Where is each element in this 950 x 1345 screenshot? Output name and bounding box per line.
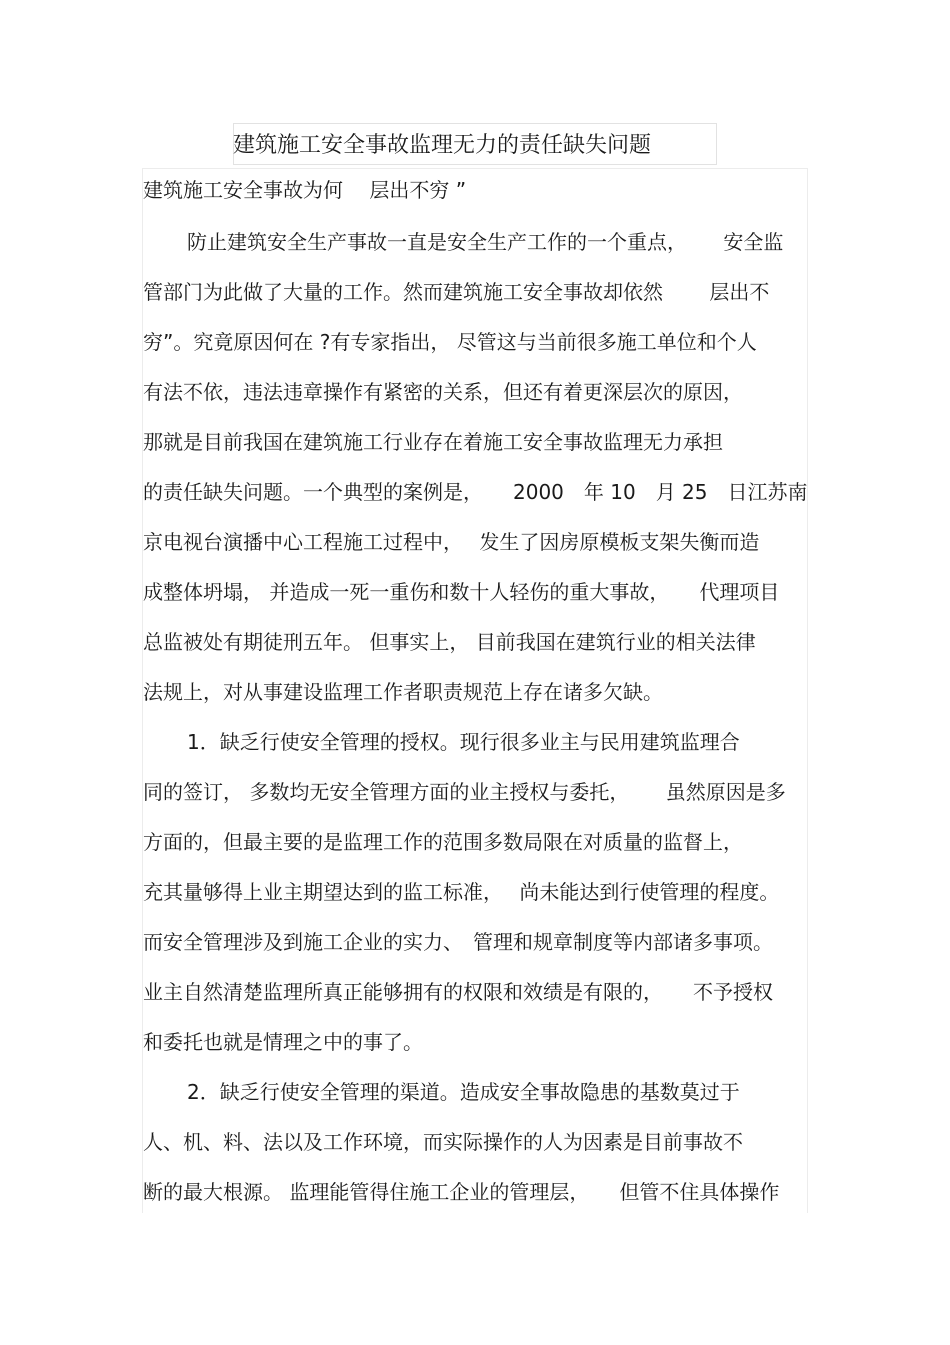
paragraph-line: 充其量够得上业主期望达到的监工标准， 尚未能达到行使管理的程度。 (143, 880, 780, 904)
paragraph-line: 1．缺乏行使安全管理的授权。现行很多业主与民用建筑监理合 (187, 730, 740, 754)
paragraph-line: 2．缺乏行使安全管理的渠道。造成安全事故隐患的基数莫过于 (187, 1080, 740, 1104)
paragraph-line: 穷”。究竟原因何在 ?有专家指出， 尽管这与当前很多施工单位和个人 (143, 330, 757, 354)
paragraph-line: 同的签订， 多数均无安全管理方面的业主授权与委托， 虽然原因是多 (143, 780, 786, 804)
paragraph-line: 业主自然清楚监理所真正能够拥有的权限和效绩是有限的， 不予授权 (143, 980, 773, 1004)
paragraph-line: 法规上，对从事建设监理工作者职责规范上存在诸多欠缺。 (143, 680, 663, 704)
paragraph-line: 方面的，但最主要的是监理工作的范围多数局限在对质量的监督上， (143, 830, 743, 854)
paragraph-line: 人、机、料、法以及工作环境，而实际操作的人为因素是目前事故不 (143, 1130, 743, 1154)
paragraph-line: 那就是目前我国在建筑施工行业存在着施工安全事故监理无力承担 (143, 430, 723, 454)
paragraph-line: 成整体坍塌， 并造成一死一重伤和数十人轻伤的重大事故， 代理项目 (143, 580, 780, 604)
paragraph-line: 京电视台演播中心工程施工过程中， 发生了因房原模板支架失衡而造 (143, 530, 760, 554)
paragraph-line: 有法不依，违法违章操作有紧密的关系，但还有着更深层次的原因， (143, 380, 743, 404)
paragraph-line: 而安全管理涉及到施工企业的实力、 管理和规章制度等内部诸多事项。 (143, 930, 773, 954)
paragraph-line: 防止建筑安全生产事故一直是安全生产工作的一个重点， 安全监 (187, 230, 784, 254)
subtitle-line: 建筑施工安全事故为何 层出不穷 ” (143, 178, 467, 202)
paragraph-line: 和委托也就是情理之中的事了。 (143, 1030, 423, 1054)
paragraph-line: 的责任缺失问题。一个典型的案例是， 2000 年 10 月 25 日江苏南 (143, 480, 808, 504)
document-title: 建筑施工安全事故监理无力的责任缺失问题 (233, 133, 652, 158)
paragraph-line: 断的最大根源。 监理能管得住施工企业的管理层， 但管不住具体操作 (143, 1180, 780, 1204)
paragraph-line: 管部门为此做了大量的工作。然而建筑施工安全事故却依然 层出不 (143, 280, 770, 304)
paragraph-line: 总监被处有期徒刑五年。 但事实上， 目前我国在建筑行业的相关法律 (143, 630, 756, 654)
